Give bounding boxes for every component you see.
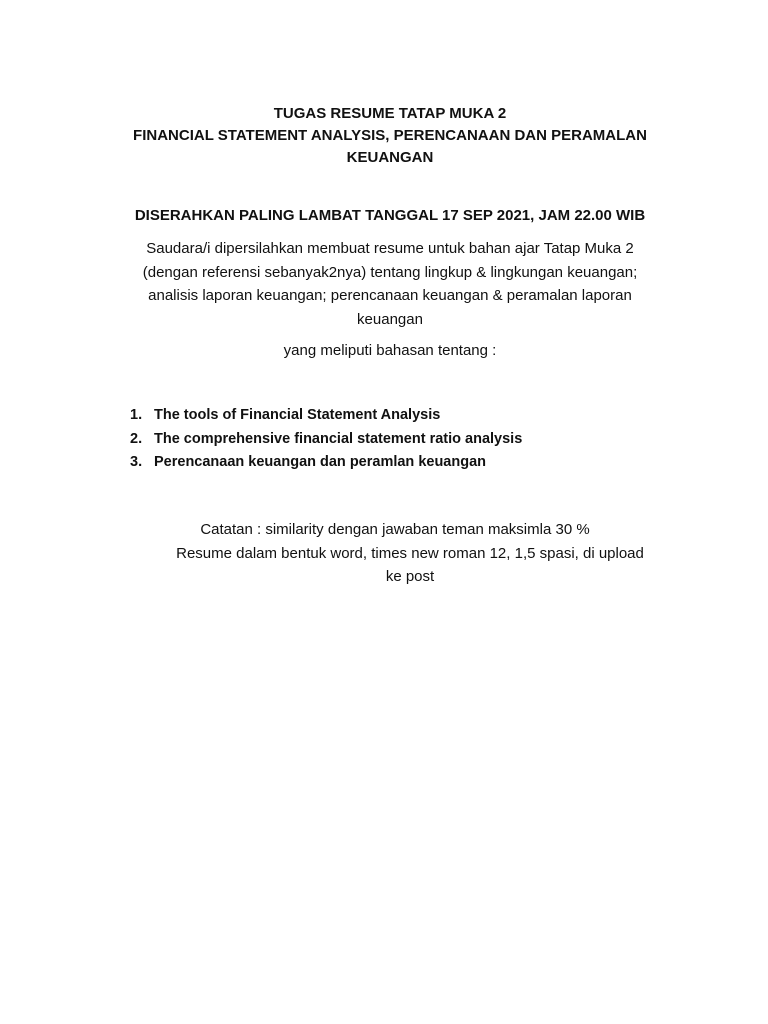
document-title [100, 103, 680, 169]
title-line-3: KEUANGAN [346, 149, 434, 166]
list-item-number: 2. [130, 430, 143, 447]
list-item-number: 1. [130, 407, 143, 423]
intro-paragraph [100, 237, 680, 331]
list-item-text: The comprehensive financial statement ratio analysis [154, 430, 523, 447]
list-item [130, 451, 690, 475]
title-line-2: FINANCIAL STATEMENT ANALYSIS, PERENCANAAN DAN PERAMALAN [133, 127, 647, 144]
submission-note [100, 518, 720, 589]
note-line-3: ke post [385, 568, 435, 585]
intro-line-1: Saudara/i dipersilahkan membuat resume untuk bahan ajar Tatap Muka 2 [146, 240, 634, 257]
list-item [130, 404, 690, 428]
note-line-2: Resume dalam bentuk word, times new roman 12, 1,5 spasi, di upload [176, 544, 644, 562]
list-item-text: Perencanaan keuangan dan peramlan keuangan [154, 454, 487, 470]
topics-lead: yang meliputi bahasan tentang : [283, 342, 497, 359]
intro-line-3: analisis laporan keuangan; perencanaan keuangan & peramalan laporan [148, 287, 632, 304]
list-item [130, 428, 690, 452]
deadline-notice: DISERAHKAN PALING LAMBAT TANGGAL 17 SEP 2021, JAM 22.00 WIB [134, 207, 646, 224]
topics-list [130, 404, 690, 475]
list-item-text: The tools of Financial Statement Analysis [154, 407, 441, 423]
list-item-number: 3. [130, 454, 143, 470]
intro-line-4: keuangan [357, 310, 423, 328]
intro-line-2: (dengan referensi sebanyak2nya) tentang lingkup & lingkungan keuangan; [142, 263, 638, 281]
title-line-1: TUGAS RESUME TATAP MUKA 2 [273, 105, 507, 122]
note-line-1: Catatan : similarity dengan jawaban teman maksimla 30 % [200, 521, 590, 538]
